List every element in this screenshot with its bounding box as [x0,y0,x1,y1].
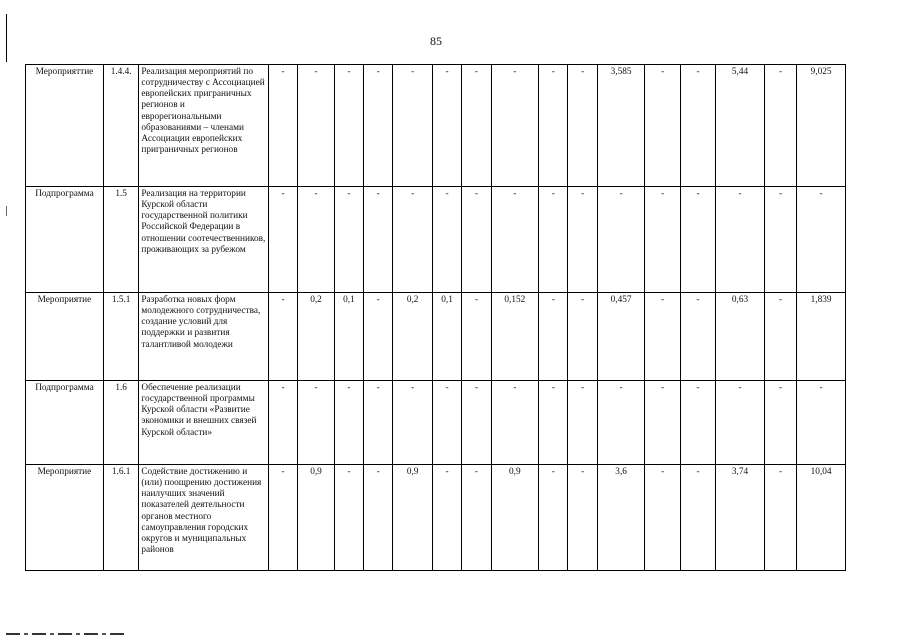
row-code-cell: 1.4.4. [103,65,138,187]
value-cell: - [268,187,297,293]
value-cell: - [680,187,715,293]
value-cell: 10,04 [797,465,846,571]
value-cell: - [491,187,539,293]
value-cell: - [364,465,393,571]
value-cell: - [764,381,796,465]
value-cell: - [680,65,715,187]
value-cell: - [568,65,597,187]
value-cell: - [645,465,680,571]
value-cell: 0,9 [298,465,334,571]
row-type-cell: Мероприятие [26,465,104,571]
value-cell: 5,44 [716,65,765,187]
scan-artifact [6,633,126,635]
value-cell: - [797,187,846,293]
row-name-cell: Содействие достижению и (или) поощрению достижения наилучших значений показателей деятельности органов местного самоуправления городских округов и муниципальных районов [139,465,269,571]
table-row [26,187,846,293]
row-name-cell: Разработка новых форм молодежного сотрудничества, создание условий для поддержки и развития талантливой молодежи [139,293,269,381]
value-cell: 0,2 [393,293,432,381]
value-cell: - [680,465,715,571]
row-type-cell: Подпрограмма [26,187,104,293]
value-cell: - [268,293,297,381]
row-name-cell: Реализация мероприятий по сотрудничеству с Ассоциацией европейских приграничных регионов и еврорегиональными образованиями – членами Ассоциации европейских приграничных регионов [139,65,269,187]
row-code-cell: 1.6 [103,381,138,465]
value-cell: - [432,187,461,293]
page-number: 85 [430,34,442,48]
value-cell: 0,63 [716,293,765,381]
row-type-cell: Подпрограмма [26,381,104,465]
value-cell: 9,025 [797,65,846,187]
value-cell: - [364,187,393,293]
value-cell: - [645,65,680,187]
value-cell: - [539,381,568,465]
value-cell: - [764,293,796,381]
value-cell: - [797,381,846,465]
value-cell: - [334,381,363,465]
value-cell: - [491,65,539,187]
value-cell: 0,9 [393,465,432,571]
value-cell: - [393,65,432,187]
value-cell: - [764,65,796,187]
value-cell: - [334,465,363,571]
value-cell: 0,457 [597,293,645,381]
value-cell: - [268,65,297,187]
value-cell: 3,6 [597,465,645,571]
value-cell: - [268,381,297,465]
value-cell: - [680,293,715,381]
value-cell: - [568,381,597,465]
table-row [26,65,846,187]
value-cell: - [539,187,568,293]
value-cell: - [432,381,461,465]
value-cell: - [393,187,432,293]
row-code-cell: 1.5 [103,187,138,293]
scan-margin-mark [6,206,7,216]
table-row [26,465,846,571]
row-name-cell: Реализация на территории Курской области государственной политики Российской Федерации в отношении соотечественников, проживающих за рубежом [139,187,269,293]
value-cell: 3,74 [716,465,765,571]
value-cell: - [334,187,363,293]
value-cell: - [393,381,432,465]
value-cell: - [645,187,680,293]
value-cell: - [462,381,491,465]
value-cell: - [432,65,461,187]
value-cell: - [716,381,765,465]
table-body [26,65,846,571]
value-cell: - [568,187,597,293]
value-cell: - [462,187,491,293]
value-cell: - [645,381,680,465]
value-cell: 0,1 [334,293,363,381]
row-code-cell: 1.5.1 [103,293,138,381]
budget-table [25,64,846,571]
value-cell: - [597,187,645,293]
value-cell: - [298,65,334,187]
value-cell: 0,2 [298,293,334,381]
value-cell: - [716,187,765,293]
value-cell: - [491,381,539,465]
value-cell: - [364,381,393,465]
value-cell: - [364,65,393,187]
value-cell: - [462,465,491,571]
row-code-cell: 1.6.1 [103,465,138,571]
value-cell: - [568,293,597,381]
value-cell: - [268,465,297,571]
table-row [26,381,846,465]
value-cell: 0,152 [491,293,539,381]
row-type-cell: Мероприяттие [26,65,104,187]
value-cell: - [298,187,334,293]
value-cell: - [298,381,334,465]
value-cell: - [539,465,568,571]
value-cell: - [364,293,393,381]
value-cell: - [645,293,680,381]
value-cell: - [568,465,597,571]
value-cell: - [462,65,491,187]
value-cell: 3,585 [597,65,645,187]
value-cell: - [680,381,715,465]
value-cell: 0,1 [432,293,461,381]
value-cell: - [539,293,568,381]
row-name-cell: Обеспечение реализации государственной программы Курской области «Развитие экономики и внешних связей Курской области» [139,381,269,465]
value-cell: - [539,65,568,187]
value-cell: - [764,465,796,571]
value-cell: - [432,465,461,571]
table-row [26,293,846,381]
value-cell: - [597,381,645,465]
value-cell: 1,839 [797,293,846,381]
value-cell: - [462,293,491,381]
value-cell: - [764,187,796,293]
row-type-cell: Мероприятие [26,293,104,381]
value-cell: 0,9 [491,465,539,571]
value-cell: - [334,65,363,187]
